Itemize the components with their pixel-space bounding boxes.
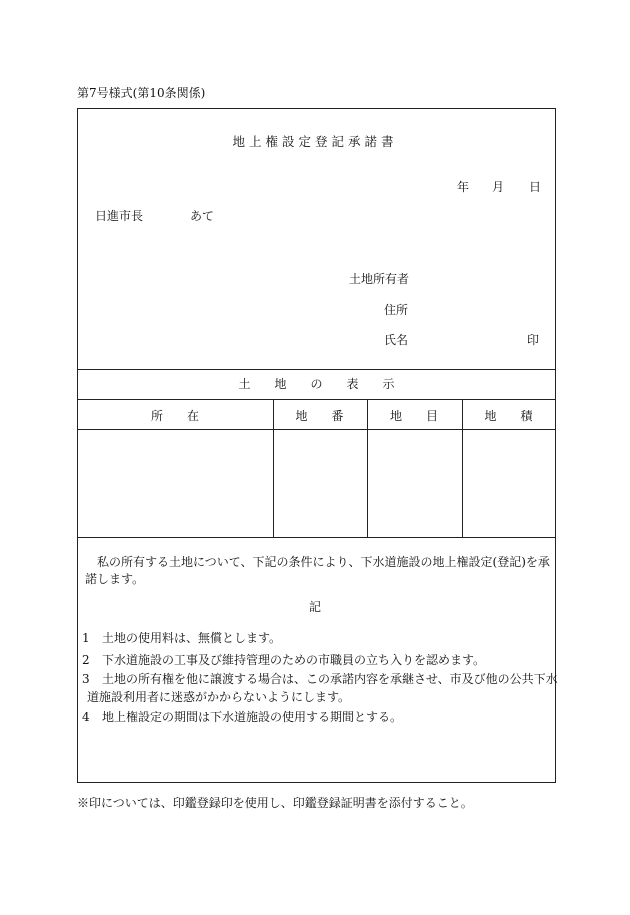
condition-text: 土地の使用料は、無償とします。 xyxy=(102,631,282,645)
condition-1 xyxy=(82,629,281,646)
date-year-label: 年 xyxy=(457,180,470,194)
ki-heading: 記 xyxy=(308,600,321,614)
divider-land-header-top xyxy=(78,399,555,400)
divider-land-table-bottom xyxy=(78,537,555,538)
date-day-label: 日 xyxy=(529,180,542,194)
date-month-label: 月 xyxy=(492,180,505,194)
addressee-suffix: あて xyxy=(190,209,215,223)
condition-number: 3 xyxy=(82,672,90,686)
condition-number: 1 xyxy=(82,631,90,645)
divider-land-title-top xyxy=(78,369,555,370)
owner-label: 土地所有者 xyxy=(349,272,410,286)
seal-mark: 印 xyxy=(527,333,540,347)
land-table-title: 土 地 の 表 示 xyxy=(238,377,395,391)
land-header-location: 所 在 xyxy=(150,409,199,423)
land-header-area: 地 積 xyxy=(484,409,533,423)
document-title: 地上権設定登記承諾書 xyxy=(232,134,398,149)
condition-number: 2 xyxy=(82,653,90,667)
addressee-name: 日進市長 xyxy=(95,209,144,223)
owner-name-label: 氏名 xyxy=(384,333,409,347)
consent-statement: 私の所有する土地について、下記の条件により、下水道施設の地上権設定(登記)を承諾します。 xyxy=(85,555,550,586)
footnote: ※印については、印鑑登録印を使用し、印鑑登録証明書を添付すること。 xyxy=(77,796,473,810)
land-header-lot-number: 地 番 xyxy=(295,409,344,423)
land-header-land-category: 地 目 xyxy=(389,409,438,423)
condition-text: 土地の所有権を他に譲渡する場合は、この承諾内容を承継させ、市及び他の公共下水 xyxy=(102,672,558,686)
condition-number: 4 xyxy=(82,710,90,724)
condition-text: 地上権設定の期間は下水道施設の使用する期間とする。 xyxy=(102,710,403,724)
divider-land-header-bottom xyxy=(78,429,555,430)
condition-3 xyxy=(82,670,558,687)
condition-4 xyxy=(82,708,402,725)
condition-3-continued: 道施設利用者に迷惑がかからないようにします。 xyxy=(87,690,351,704)
form-number-label: 第7号様式(第10条関係) xyxy=(77,86,206,100)
condition-2 xyxy=(82,651,485,668)
owner-address-label: 住所 xyxy=(384,303,409,317)
condition-text: 下水道施設の工事及び維持管理のための市職員の立ち入りを認めます。 xyxy=(102,653,486,667)
